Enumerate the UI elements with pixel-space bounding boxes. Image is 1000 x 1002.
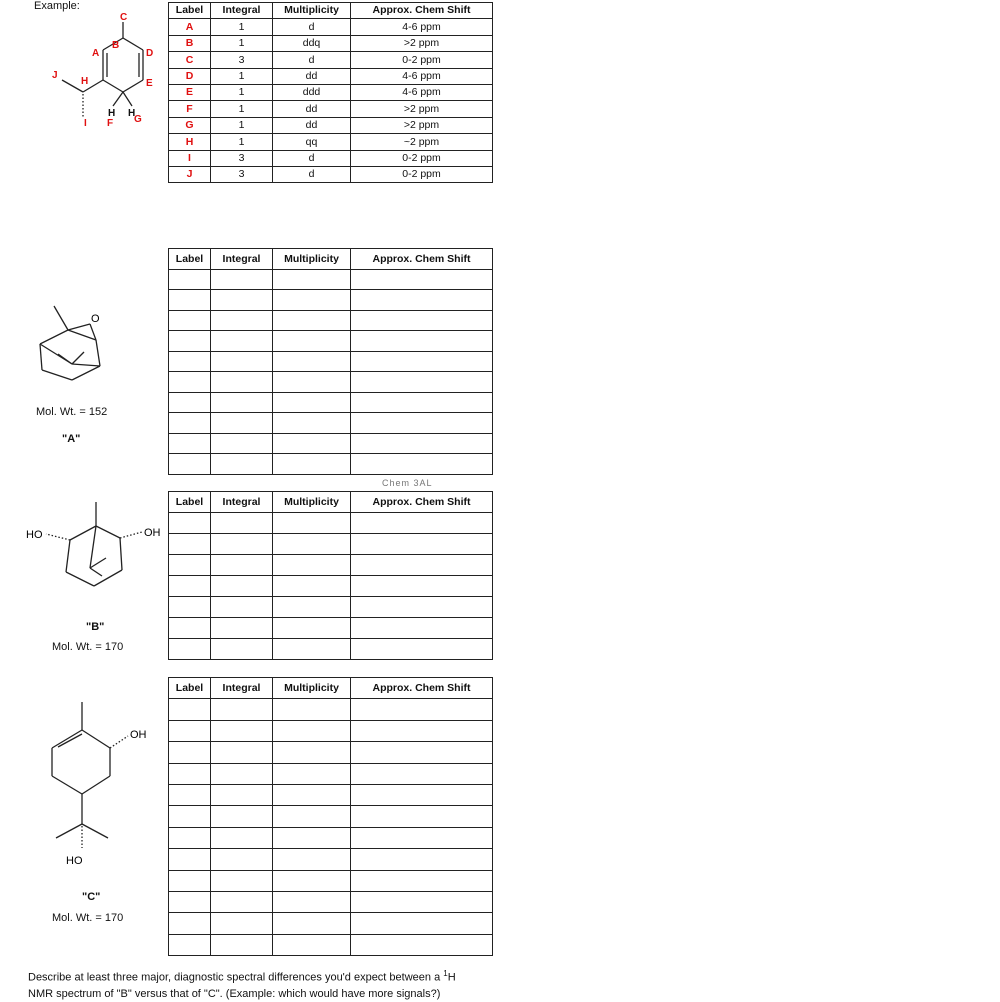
compound-c-blank-cell-integral[interactable] bbox=[211, 934, 273, 955]
example-atom-label-b: B bbox=[112, 40, 120, 51]
compound-b-blank-cell-integral[interactable] bbox=[211, 597, 273, 618]
example-hydrogen-right: H bbox=[128, 108, 136, 119]
compound-b-blank-cell-multiplicity[interactable] bbox=[273, 576, 351, 597]
compound-c-molecule bbox=[40, 698, 170, 868]
compound-c-ring-hydroxyl: OH bbox=[130, 729, 147, 741]
compound-c-blank-row bbox=[169, 699, 493, 720]
example-atom-label-e: E bbox=[146, 78, 153, 89]
compound-a-blank-cell-multiplicity[interactable] bbox=[273, 331, 351, 352]
compound-a-blank-cell-shift[interactable] bbox=[351, 269, 493, 290]
compound-a-blank-cell-label[interactable] bbox=[169, 372, 211, 393]
compound-a-blank-row bbox=[169, 310, 493, 331]
compound-a-blank-row bbox=[169, 269, 493, 290]
compound-a-blank-cell-label[interactable] bbox=[169, 433, 211, 454]
compound-c-blank-cell-multiplicity[interactable] bbox=[273, 784, 351, 805]
compound-b-blank-cell-shift[interactable] bbox=[351, 597, 493, 618]
header-integral: Integral bbox=[211, 3, 273, 19]
example-cell-shift: 4-6 ppm bbox=[351, 84, 493, 100]
question-line2: NMR spectrum of "B" versus that of "C". (Example: which would have more signals?) bbox=[28, 987, 441, 1000]
compound-b-blank-cell-label[interactable] bbox=[169, 618, 211, 639]
compound-b-blank-cell-label[interactable] bbox=[169, 597, 211, 618]
compound-b-blank-row bbox=[169, 639, 493, 660]
compound-a-blank-cell-label[interactable] bbox=[169, 269, 211, 290]
compound-b-blank-cell-integral[interactable] bbox=[211, 576, 273, 597]
compound-a-blank-cell-integral[interactable] bbox=[211, 290, 273, 311]
compound-b-blank-cell-integral[interactable] bbox=[211, 513, 273, 534]
compound-b-blank-cell-shift[interactable] bbox=[351, 513, 493, 534]
compound-b-blank-cell-multiplicity[interactable] bbox=[273, 597, 351, 618]
compound-b-blank-row bbox=[169, 618, 493, 639]
compound-c-blank-cell-label[interactable] bbox=[169, 849, 211, 870]
example-cell-label: I bbox=[169, 150, 211, 166]
compound-b-blank-cell-label[interactable] bbox=[169, 555, 211, 576]
compound-c-blank-row bbox=[169, 934, 493, 955]
header-integral: Integral bbox=[211, 249, 273, 270]
example-cell-multiplicity: d bbox=[273, 166, 351, 182]
compound-b-blank-cell-multiplicity[interactable] bbox=[273, 534, 351, 555]
compound-c-mol-wt: Mol. Wt. = 170 bbox=[52, 912, 124, 924]
example-cell-multiplicity: ddd bbox=[273, 84, 351, 100]
compound-b-blank-row bbox=[169, 555, 493, 576]
compound-c-blank-cell-multiplicity[interactable] bbox=[273, 934, 351, 955]
compound-a-table-header-row bbox=[169, 249, 493, 270]
compound-c-blank-row bbox=[169, 806, 493, 827]
compound-c-blank-cell-shift[interactable] bbox=[351, 934, 493, 955]
compound-b-blank-cell-shift[interactable] bbox=[351, 555, 493, 576]
compound-c-blank-cell-label[interactable] bbox=[169, 870, 211, 891]
compound-c-table bbox=[168, 677, 493, 956]
compound-c-blank-cell-label[interactable] bbox=[169, 763, 211, 784]
example-table-row bbox=[169, 84, 493, 100]
compound-c-blank-row bbox=[169, 720, 493, 741]
example-cell-integral: 1 bbox=[211, 68, 273, 84]
compound-a-oxygen: O bbox=[91, 313, 100, 325]
header-integral: Integral bbox=[211, 678, 273, 699]
compound-a-blank-row bbox=[169, 433, 493, 454]
compound-c-blank-cell-multiplicity[interactable] bbox=[273, 806, 351, 827]
compound-a-blank-cell-label[interactable] bbox=[169, 413, 211, 434]
compound-b-molecule bbox=[22, 498, 172, 608]
compound-c-blank-cell-label[interactable] bbox=[169, 827, 211, 848]
example-atom-label-c: C bbox=[120, 12, 128, 23]
compound-a-blank-cell-label[interactable] bbox=[169, 290, 211, 311]
compound-a-blank-cell-multiplicity[interactable] bbox=[273, 454, 351, 475]
compound-a-blank-cell-shift[interactable] bbox=[351, 351, 493, 372]
compound-a-blank-row bbox=[169, 372, 493, 393]
example-cell-label: G bbox=[169, 117, 211, 133]
compound-c-blank-cell-integral[interactable] bbox=[211, 720, 273, 741]
compound-c-blank-cell-label[interactable] bbox=[169, 720, 211, 741]
example-cell-integral: 3 bbox=[211, 166, 273, 182]
compound-b-right-hydroxyl: OH bbox=[144, 527, 161, 539]
example-table-row bbox=[169, 19, 493, 35]
compound-a-blank-cell-shift[interactable] bbox=[351, 392, 493, 413]
example-cell-integral: 1 bbox=[211, 101, 273, 117]
example-cell-integral: 1 bbox=[211, 84, 273, 100]
example-cell-multiplicity: d bbox=[273, 52, 351, 68]
compound-a-blank-cell-multiplicity[interactable] bbox=[273, 413, 351, 434]
compound-b-blank-cell-integral[interactable] bbox=[211, 639, 273, 660]
compound-c-blank-cell-multiplicity[interactable] bbox=[273, 827, 351, 848]
compound-a-blank-cell-shift[interactable] bbox=[351, 454, 493, 475]
compound-a-blank-cell-integral[interactable] bbox=[211, 372, 273, 393]
compound-a-blank-row bbox=[169, 351, 493, 372]
compound-a-blank-cell-integral[interactable] bbox=[211, 392, 273, 413]
compound-c-blank-cell-integral[interactable] bbox=[211, 827, 273, 848]
compound-a-blank-cell-integral[interactable] bbox=[211, 433, 273, 454]
example-atom-label-g: G bbox=[134, 114, 142, 125]
compound-c-side-hydroxyl: HO bbox=[66, 855, 83, 867]
compound-b-blank-cell-shift[interactable] bbox=[351, 639, 493, 660]
example-cell-integral: 1 bbox=[211, 117, 273, 133]
question-text bbox=[28, 966, 498, 1002]
example-cell-multiplicity: d bbox=[273, 150, 351, 166]
compound-b-blank-cell-label[interactable] bbox=[169, 639, 211, 660]
compound-b-left-hydroxyl: HO bbox=[26, 529, 43, 541]
example-cell-integral: 1 bbox=[211, 134, 273, 150]
compound-b-blank-cell-shift[interactable] bbox=[351, 534, 493, 555]
example-cell-multiplicity: qq bbox=[273, 134, 351, 150]
example-atom-label-i: I bbox=[84, 118, 87, 129]
compound-b-blank-cell-multiplicity[interactable] bbox=[273, 618, 351, 639]
header-integral: Integral bbox=[211, 492, 273, 513]
example-cell-integral: 3 bbox=[211, 150, 273, 166]
compound-c-blank-cell-multiplicity[interactable] bbox=[273, 720, 351, 741]
compound-c-blank-cell-shift[interactable] bbox=[351, 720, 493, 741]
example-table-row bbox=[169, 117, 493, 133]
compound-a-blank-cell-multiplicity[interactable] bbox=[273, 392, 351, 413]
compound-c-blank-row bbox=[169, 827, 493, 848]
compound-a-blank-cell-multiplicity[interactable] bbox=[273, 351, 351, 372]
header-multiplicity: Multiplicity bbox=[273, 492, 351, 513]
compound-a-blank-row bbox=[169, 454, 493, 475]
compound-c-name: "C" bbox=[82, 891, 101, 903]
compound-c-blank-cell-integral[interactable] bbox=[211, 913, 273, 934]
compound-c-blank-cell-multiplicity[interactable] bbox=[273, 891, 351, 912]
compound-a-blank-cell-multiplicity[interactable] bbox=[273, 310, 351, 331]
example-cell-shift: 0-2 ppm bbox=[351, 150, 493, 166]
compound-c-blank-cell-multiplicity[interactable] bbox=[273, 699, 351, 720]
compound-b-blank-cell-shift[interactable] bbox=[351, 618, 493, 639]
compound-b-blank-cell-multiplicity[interactable] bbox=[273, 513, 351, 534]
compound-c-blank-cell-shift[interactable] bbox=[351, 849, 493, 870]
example-hydrogen-left: H bbox=[108, 108, 116, 119]
example-cell-multiplicity: d bbox=[273, 19, 351, 35]
compound-c-blank-cell-shift[interactable] bbox=[351, 742, 493, 763]
compound-b-blank-cell-shift[interactable] bbox=[351, 576, 493, 597]
compound-c-blank-cell-label[interactable] bbox=[169, 913, 211, 934]
compound-c-blank-cell-label[interactable] bbox=[169, 806, 211, 827]
compound-a-blank-cell-multiplicity[interactable] bbox=[273, 372, 351, 393]
example-atom-label-d: D bbox=[146, 48, 154, 59]
compound-c-blank-cell-integral[interactable] bbox=[211, 891, 273, 912]
header-label: Label bbox=[169, 678, 211, 699]
compound-a-blank-cell-multiplicity[interactable] bbox=[273, 433, 351, 454]
compound-c-blank-cell-multiplicity[interactable] bbox=[273, 763, 351, 784]
example-cell-shift: >2 ppm bbox=[351, 35, 493, 51]
compound-c-blank-cell-multiplicity[interactable] bbox=[273, 849, 351, 870]
compound-b-blank-cell-label[interactable] bbox=[169, 534, 211, 555]
example-cell-multiplicity: ddq bbox=[273, 35, 351, 51]
compound-a-blank-row bbox=[169, 413, 493, 434]
compound-a-blank-cell-shift[interactable] bbox=[351, 331, 493, 352]
header-multiplicity: Multiplicity bbox=[273, 3, 351, 19]
example-molecule bbox=[40, 10, 170, 130]
compound-c-blank-cell-label[interactable] bbox=[169, 891, 211, 912]
example-table-row bbox=[169, 35, 493, 51]
example-table bbox=[168, 2, 493, 183]
compound-c-blank-cell-multiplicity[interactable] bbox=[273, 870, 351, 891]
example-cell-shift: >2 ppm bbox=[351, 101, 493, 117]
compound-c-blank-row bbox=[169, 784, 493, 805]
example-table-row bbox=[169, 150, 493, 166]
compound-c-blank-cell-integral[interactable] bbox=[211, 699, 273, 720]
compound-a-blank-cell-multiplicity[interactable] bbox=[273, 269, 351, 290]
compound-c-blank-row bbox=[169, 763, 493, 784]
compound-b-blank-cell-multiplicity[interactable] bbox=[273, 555, 351, 576]
example-table-row bbox=[169, 101, 493, 117]
question-superscript: 1 bbox=[443, 969, 448, 978]
compound-c-blank-cell-shift[interactable] bbox=[351, 891, 493, 912]
compound-a-blank-cell-label[interactable] bbox=[169, 454, 211, 475]
cropped-page-footer: Chem 3AL bbox=[382, 478, 433, 488]
example-cell-integral: 3 bbox=[211, 52, 273, 68]
header-chem-shift: Approx. Chem Shift bbox=[351, 249, 493, 270]
compound-a-blank-row bbox=[169, 392, 493, 413]
compound-a-blank-cell-shift[interactable] bbox=[351, 310, 493, 331]
example-cell-multiplicity: dd bbox=[273, 117, 351, 133]
example-cell-shift: 4-6 ppm bbox=[351, 19, 493, 35]
compound-a-blank-cell-integral[interactable] bbox=[211, 331, 273, 352]
example-cell-integral: 1 bbox=[211, 35, 273, 51]
compound-a-blank-row bbox=[169, 290, 493, 311]
example-table-row bbox=[169, 52, 493, 68]
example-atom-label-a: A bbox=[92, 48, 100, 59]
compound-b-blank-row bbox=[169, 534, 493, 555]
compound-c-blank-row bbox=[169, 870, 493, 891]
compound-c-blank-cell-shift[interactable] bbox=[351, 827, 493, 848]
compound-a-table bbox=[168, 248, 493, 475]
compound-a-molecule bbox=[28, 292, 138, 392]
header-chem-shift: Approx. Chem Shift bbox=[351, 492, 493, 513]
compound-b-blank-row bbox=[169, 576, 493, 597]
example-atom-label-h: H bbox=[81, 76, 89, 87]
example-cell-shift: >2 ppm bbox=[351, 117, 493, 133]
compound-c-blank-cell-shift[interactable] bbox=[351, 763, 493, 784]
example-cell-shift: ~2 ppm bbox=[351, 134, 493, 150]
example-cell-label: H bbox=[169, 134, 211, 150]
compound-c-blank-cell-label[interactable] bbox=[169, 784, 211, 805]
compound-a-blank-cell-label[interactable] bbox=[169, 310, 211, 331]
compound-b-table-header-row bbox=[169, 492, 493, 513]
compound-a-blank-cell-shift[interactable] bbox=[351, 433, 493, 454]
compound-c-blank-cell-label[interactable] bbox=[169, 934, 211, 955]
compound-b-blank-row bbox=[169, 597, 493, 618]
compound-c-blank-cell-integral[interactable] bbox=[211, 784, 273, 805]
example-table-row bbox=[169, 134, 493, 150]
compound-a-blank-cell-multiplicity[interactable] bbox=[273, 290, 351, 311]
example-cell-label: F bbox=[169, 101, 211, 117]
compound-b-blank-row bbox=[169, 513, 493, 534]
example-table-header-row bbox=[169, 3, 493, 19]
compound-c-blank-cell-multiplicity[interactable] bbox=[273, 913, 351, 934]
compound-a-blank-cell-label[interactable] bbox=[169, 351, 211, 372]
compound-a-blank-cell-integral[interactable] bbox=[211, 269, 273, 290]
compound-c-blank-cell-integral[interactable] bbox=[211, 763, 273, 784]
example-cell-label: D bbox=[169, 68, 211, 84]
compound-c-blank-cell-integral[interactable] bbox=[211, 742, 273, 763]
compound-c-blank-cell-integral[interactable] bbox=[211, 870, 273, 891]
compound-b-blank-cell-integral[interactable] bbox=[211, 618, 273, 639]
example-table-row bbox=[169, 166, 493, 182]
compound-c-blank-cell-shift[interactable] bbox=[351, 913, 493, 934]
compound-a-blank-cell-integral[interactable] bbox=[211, 454, 273, 475]
example-cell-label: J bbox=[169, 166, 211, 182]
compound-c-blank-row bbox=[169, 742, 493, 763]
compound-c-blank-cell-shift[interactable] bbox=[351, 784, 493, 805]
compound-b-blank-cell-integral[interactable] bbox=[211, 555, 273, 576]
example-cell-shift: 0-2 ppm bbox=[351, 166, 493, 182]
header-chem-shift: Approx. Chem Shift bbox=[351, 678, 493, 699]
compound-c-table-header-row bbox=[169, 678, 493, 699]
compound-c-blank-cell-shift[interactable] bbox=[351, 870, 493, 891]
compound-c-blank-row bbox=[169, 913, 493, 934]
header-chem-shift: Approx. Chem Shift bbox=[351, 3, 493, 19]
example-cell-multiplicity: dd bbox=[273, 101, 351, 117]
header-multiplicity: Multiplicity bbox=[273, 249, 351, 270]
compound-c-blank-cell-shift[interactable] bbox=[351, 699, 493, 720]
header-label: Label bbox=[169, 3, 211, 19]
compound-c-blank-cell-integral[interactable] bbox=[211, 849, 273, 870]
compound-a-mol-wt: Mol. Wt. = 152 bbox=[36, 406, 108, 418]
compound-a-blank-cell-integral[interactable] bbox=[211, 310, 273, 331]
example-heading: Example: bbox=[34, 0, 80, 12]
example-cell-label: B bbox=[169, 35, 211, 51]
question-line1-end: H bbox=[447, 971, 456, 984]
compound-a-blank-cell-label[interactable] bbox=[169, 331, 211, 352]
example-cell-shift: 4-6 ppm bbox=[351, 68, 493, 84]
compound-c-blank-cell-shift[interactable] bbox=[351, 806, 493, 827]
compound-c-blank-cell-label[interactable] bbox=[169, 742, 211, 763]
compound-b-table bbox=[168, 491, 493, 660]
compound-a-blank-cell-integral[interactable] bbox=[211, 351, 273, 372]
example-table-row bbox=[169, 68, 493, 84]
compound-a-blank-row bbox=[169, 331, 493, 352]
header-label: Label bbox=[169, 492, 211, 513]
header-label: Label bbox=[169, 249, 211, 270]
compound-c-blank-row bbox=[169, 891, 493, 912]
compound-a-blank-cell-label[interactable] bbox=[169, 392, 211, 413]
example-atom-label-j: J bbox=[52, 70, 58, 81]
example-cell-shift: 0-2 ppm bbox=[351, 52, 493, 68]
compound-c-blank-cell-multiplicity[interactable] bbox=[273, 742, 351, 763]
example-cell-label: E bbox=[169, 84, 211, 100]
example-cell-multiplicity: dd bbox=[273, 68, 351, 84]
example-cell-label: A bbox=[169, 19, 211, 35]
compound-a-blank-cell-integral[interactable] bbox=[211, 413, 273, 434]
compound-a-blank-cell-shift[interactable] bbox=[351, 372, 493, 393]
compound-c-blank-row bbox=[169, 849, 493, 870]
compound-c-blank-cell-label[interactable] bbox=[169, 699, 211, 720]
compound-b-blank-cell-label[interactable] bbox=[169, 513, 211, 534]
compound-b-blank-cell-label[interactable] bbox=[169, 576, 211, 597]
compound-b-blank-cell-multiplicity[interactable] bbox=[273, 639, 351, 660]
header-multiplicity: Multiplicity bbox=[273, 678, 351, 699]
question-line1-start: Describe at least three major, diagnostic spectral differences you'd expect between a bbox=[28, 971, 444, 984]
example-cell-integral: 1 bbox=[211, 19, 273, 35]
compound-b-blank-cell-integral[interactable] bbox=[211, 534, 273, 555]
compound-b-mol-wt: Mol. Wt. = 170 bbox=[52, 641, 124, 653]
compound-a-blank-cell-shift[interactable] bbox=[351, 290, 493, 311]
compound-a-blank-cell-shift[interactable] bbox=[351, 413, 493, 434]
compound-a-name: "A" bbox=[62, 433, 81, 445]
compound-b-name: "B" bbox=[86, 621, 105, 633]
example-atom-label-f: F bbox=[107, 118, 114, 129]
compound-c-blank-cell-integral[interactable] bbox=[211, 806, 273, 827]
example-cell-label: C bbox=[169, 52, 211, 68]
